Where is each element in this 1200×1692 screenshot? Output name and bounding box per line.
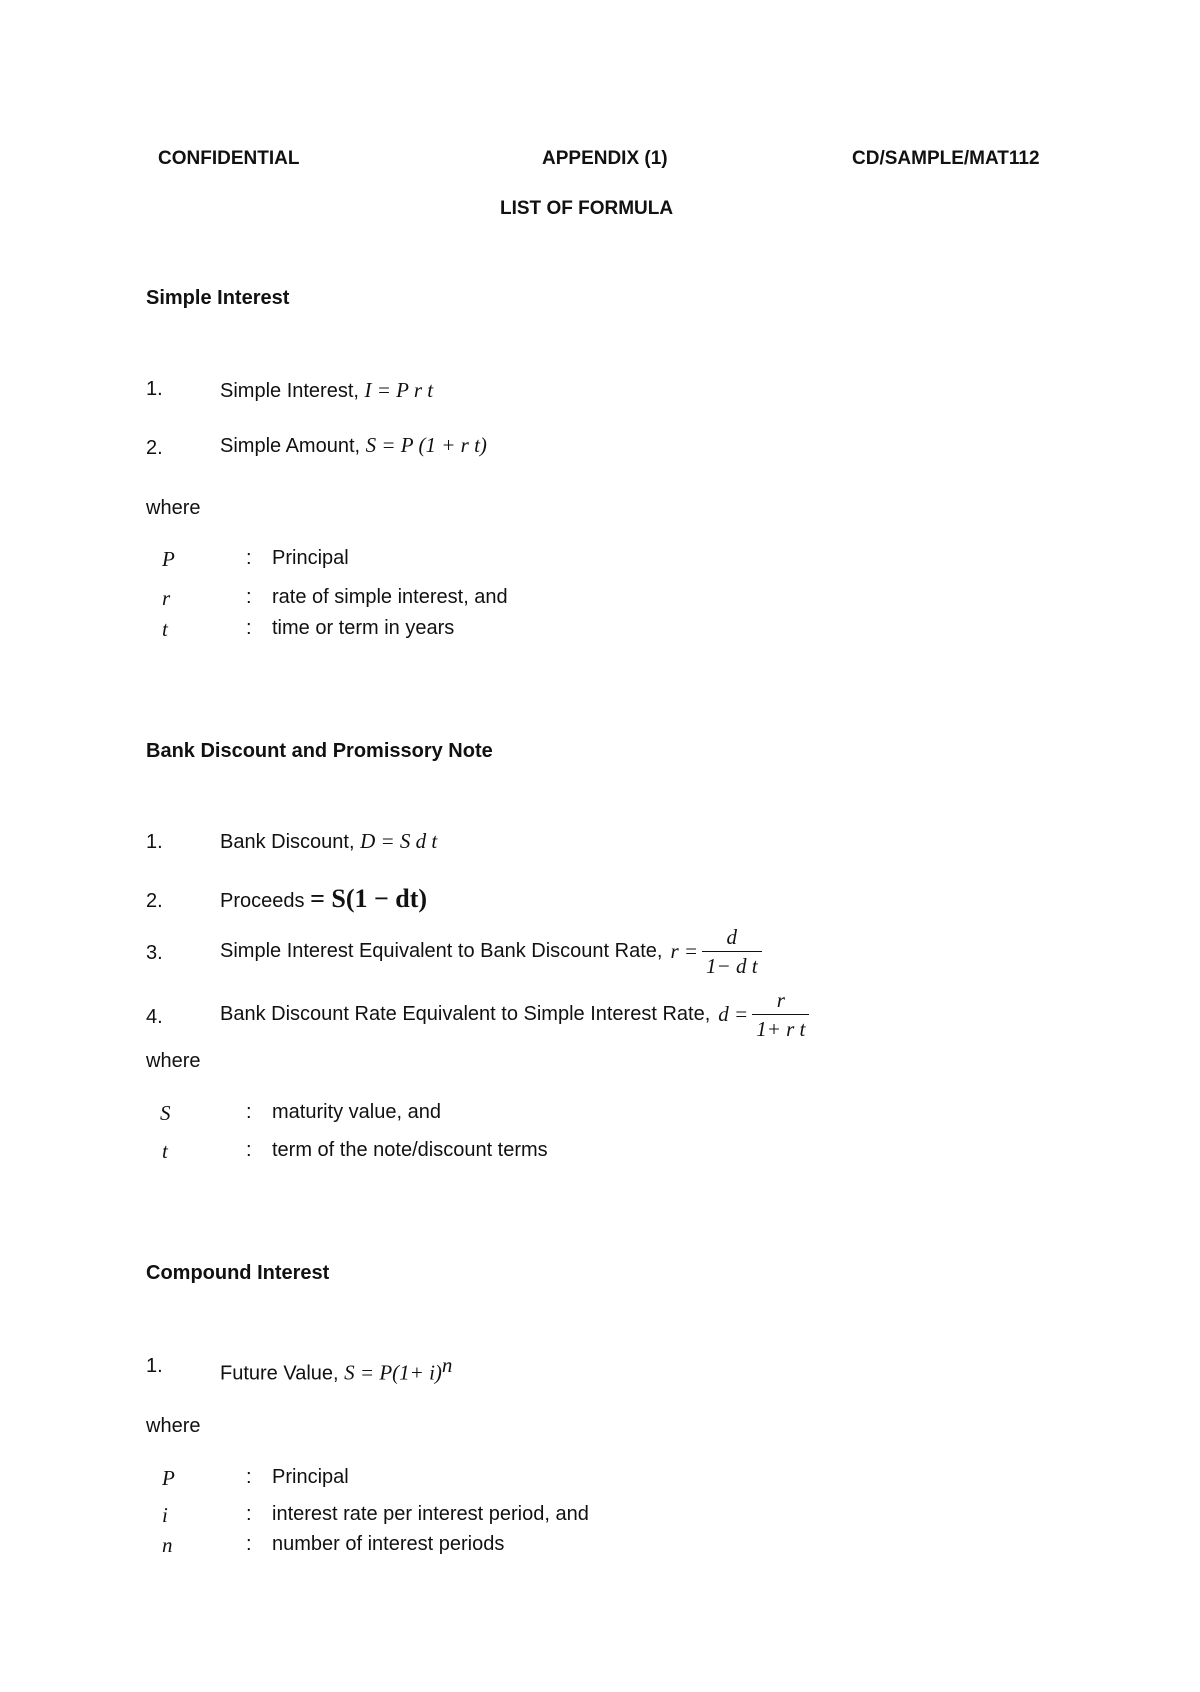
formula-label: Bank Discount, — [220, 831, 355, 853]
formula-lhs: d = — [718, 1002, 749, 1026]
formula-label: Future Value, — [220, 1362, 339, 1385]
variable-description: term of the note/discount terms — [272, 1139, 548, 1161]
item-number: 2. — [146, 437, 163, 459]
item-number: 3. — [146, 942, 163, 964]
variable-description: time or term in years — [272, 617, 455, 639]
section-heading-compound-interest: Compound Interest — [146, 1262, 330, 1284]
where-label: where — [146, 1050, 201, 1072]
formula-proceeds — [220, 884, 427, 914]
colon: : — [246, 1101, 252, 1123]
where-label: where — [146, 1415, 201, 1437]
item-number: 1. — [146, 831, 163, 853]
formula-simple-interest-equivalent — [220, 925, 762, 978]
formula-expression: I = P r t — [364, 378, 434, 402]
formula-expression: D = S d t — [360, 829, 438, 853]
colon: : — [246, 617, 252, 639]
fraction-denominator: 1+ r t — [752, 1014, 809, 1041]
formula-lhs: r = — [670, 939, 699, 963]
section-heading-simple-interest: Simple Interest — [146, 287, 290, 309]
formula-simple-interest — [220, 378, 433, 403]
formula-label: Simple Amount, — [220, 435, 361, 457]
item-number: 4. — [146, 1006, 163, 1028]
variable-description: number of interest periods — [272, 1533, 505, 1555]
variable-symbol: t — [162, 617, 168, 641]
colon: : — [246, 1533, 252, 1555]
variable-description: rate of simple interest, and — [272, 586, 508, 608]
header-confidential: CONFIDENTIAL — [158, 148, 300, 169]
page-title: LIST OF FORMULA — [500, 198, 674, 219]
colon: : — [246, 1466, 252, 1488]
formula-bank-discount — [220, 829, 437, 854]
header-code: CD/SAMPLE/MAT112 — [852, 148, 1040, 169]
formula-simple-amount — [220, 433, 487, 458]
variable-symbol: n — [162, 1533, 173, 1557]
item-number: 2. — [146, 890, 163, 912]
variable-symbol: S — [160, 1101, 171, 1125]
fraction-numerator: d — [726, 925, 738, 949]
fraction — [702, 925, 762, 978]
variable-description: interest rate per interest period, and — [272, 1503, 589, 1525]
where-label: where — [146, 497, 201, 519]
fraction-numerator: r — [776, 988, 785, 1012]
variable-description: Principal — [272, 547, 349, 569]
formula-future-value — [220, 1353, 452, 1386]
item-number: 1. — [146, 1355, 163, 1377]
fraction — [752, 988, 809, 1041]
variable-symbol: t — [162, 1139, 168, 1163]
formula-label: Proceeds — [220, 890, 305, 912]
formula-expression: = S(1 − dt) — [310, 884, 428, 913]
variable-description: maturity value, and — [272, 1101, 441, 1123]
colon: : — [246, 1503, 252, 1525]
colon: : — [246, 547, 252, 569]
variable-symbol: r — [162, 586, 171, 610]
variable-symbol: i — [162, 1503, 168, 1527]
formula-label: Simple Interest Equivalent to Bank Discount Rate, — [220, 940, 663, 962]
colon: : — [246, 1139, 252, 1161]
formula-exponent: n — [441, 1353, 453, 1377]
colon: : — [246, 586, 252, 608]
formula-label: Simple Interest, — [220, 380, 359, 402]
formula-expression: S = P (1 + r t) — [365, 433, 487, 457]
formula-label: Bank Discount Rate Equivalent to Simple Interest Rate, — [220, 1003, 711, 1025]
variable-symbol: P — [162, 1466, 175, 1490]
section-heading-bank-discount: Bank Discount and Promissory Note — [146, 740, 493, 762]
fraction-denominator: 1− d t — [702, 951, 762, 978]
formula-expression: S = P(1+ i) — [344, 1360, 442, 1385]
item-number: 1. — [146, 378, 163, 400]
variable-symbol: P — [162, 547, 175, 571]
variable-description: Principal — [272, 1466, 349, 1488]
header-appendix: APPENDIX (1) — [542, 148, 668, 169]
formula-bank-discount-equivalent — [220, 988, 809, 1041]
